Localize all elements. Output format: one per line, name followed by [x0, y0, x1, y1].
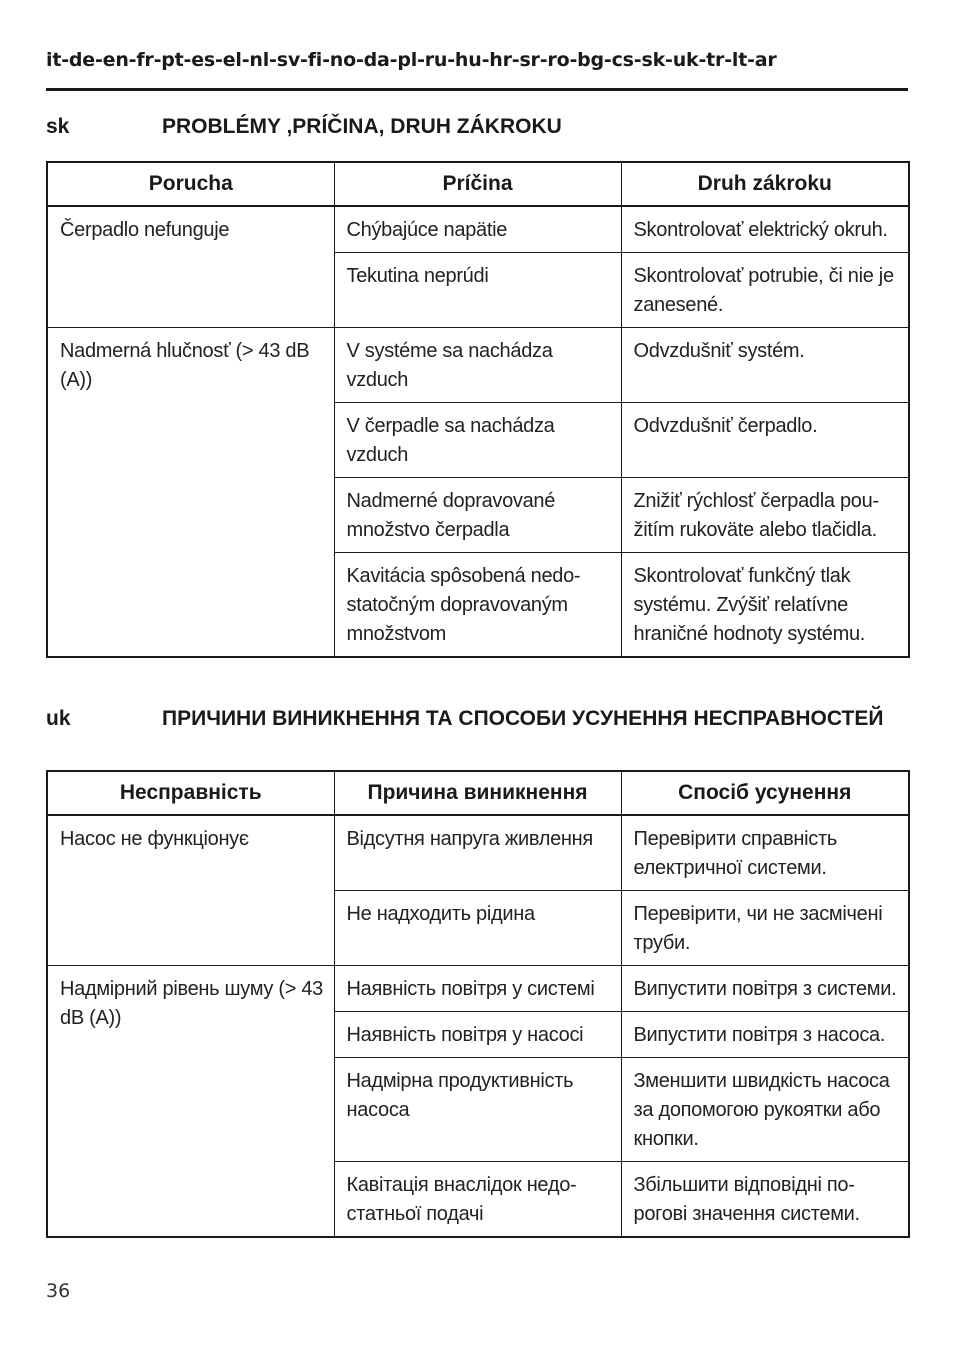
cause-cell: V systéme sa nachádza vzduch: [334, 328, 621, 403]
fault-cell: Надмірний рівень шуму (> 43 dB (A)): [47, 966, 334, 1238]
remedy-cell: Znižiť rýchlosť čerpadla pou-žitím rukoväte alebo tlačidla.: [621, 478, 909, 553]
language-codes-header: it-de-en-fr-pt-es-el-nl-sv-fi-no-da-pl-ru-hu-hr-sr-ro-bg-cs-sk-uk-tr-lt-ar: [46, 49, 777, 71]
header-divider: [46, 88, 908, 91]
remedy-cell: Випустити повітря з насоса.: [621, 1012, 909, 1058]
remedy-cell: Зменшити швидкість насоса за допомогою рукоятки або кнопки.: [621, 1058, 909, 1162]
cause-cell: Відсутня напруга живлення: [334, 815, 621, 891]
column-header-cause: Причина виникнення: [334, 771, 621, 815]
section-code-sk: sk: [46, 115, 70, 138]
remedy-cell: Skontrolovať funkčný tlak systému. Zvýšiť relatívne hraničné hodnoty systému.: [621, 553, 909, 658]
cause-cell: Надмірна продуктивність насоса: [334, 1058, 621, 1162]
troubleshooting-table-sk: [46, 161, 910, 658]
section-code-uk: uk: [46, 707, 71, 730]
section-title-sk: PROBLÉMY ,PRÍČINA, DRUH ZÁKROKU: [162, 115, 562, 138]
remedy-cell: Перевірити справність електричної системи.: [621, 815, 909, 891]
fault-cell: Čerpadlo nefunguje: [47, 206, 334, 328]
cause-cell: Не надходить рідина: [334, 891, 621, 966]
table-row: [47, 206, 909, 253]
table-row: [47, 815, 909, 891]
fault-cell: Насос не функціонує: [47, 815, 334, 966]
cause-cell: Kavitácia spôsobená nedo-statočným dopravovaným množstvom: [334, 553, 621, 658]
cause-cell: Nadmerné dopravované množstvo čerpadla: [334, 478, 621, 553]
section-title-uk: ПРИЧИНИ ВИНИКНЕННЯ ТА СПОСОБИ УСУНЕННЯ НЕСПРАВНОСТЕЙ: [162, 707, 884, 730]
cause-cell: Наявність повітря у системі: [334, 966, 621, 1012]
column-header-cause: Príčina: [334, 162, 621, 206]
column-header-remedy: Druh zákroku: [621, 162, 909, 206]
cause-cell: Tekutina neprúdi: [334, 253, 621, 328]
table-row: [47, 966, 909, 1012]
remedy-cell: Випустити повітря з системи.: [621, 966, 909, 1012]
remedy-cell: Skontrolovať elektrický okruh.: [621, 206, 909, 253]
troubleshooting-table-uk: [46, 770, 910, 1238]
remedy-cell: Перевірити, чи не засмічені труби.: [621, 891, 909, 966]
column-header-fault: Несправність: [47, 771, 334, 815]
remedy-cell: Odvzdušniť čerpadlo.: [621, 403, 909, 478]
remedy-cell: Skontrolovať potrubie, či nie je zanesené.: [621, 253, 909, 328]
cause-cell: Chýbajúce napätie: [334, 206, 621, 253]
remedy-cell: Збільшити відповідні по-рогові значення системи.: [621, 1162, 909, 1238]
cause-cell: Наявність повітря у насосі: [334, 1012, 621, 1058]
table-row: [47, 328, 909, 403]
column-header-remedy: Спосіб усунення: [621, 771, 909, 815]
column-header-fault: Porucha: [47, 162, 334, 206]
cause-cell: V čerpadle sa nachádza vzduch: [334, 403, 621, 478]
cause-cell: Кавітація внаслідок недо-статньої подачі: [334, 1162, 621, 1238]
table-header-row: [47, 771, 909, 815]
table-header-row: [47, 162, 909, 206]
fault-cell: Nadmerná hlučnosť (> 43 dB (A)): [47, 328, 334, 658]
page-number: 36: [46, 1280, 71, 1302]
remedy-cell: Odvzdušniť systém.: [621, 328, 909, 403]
